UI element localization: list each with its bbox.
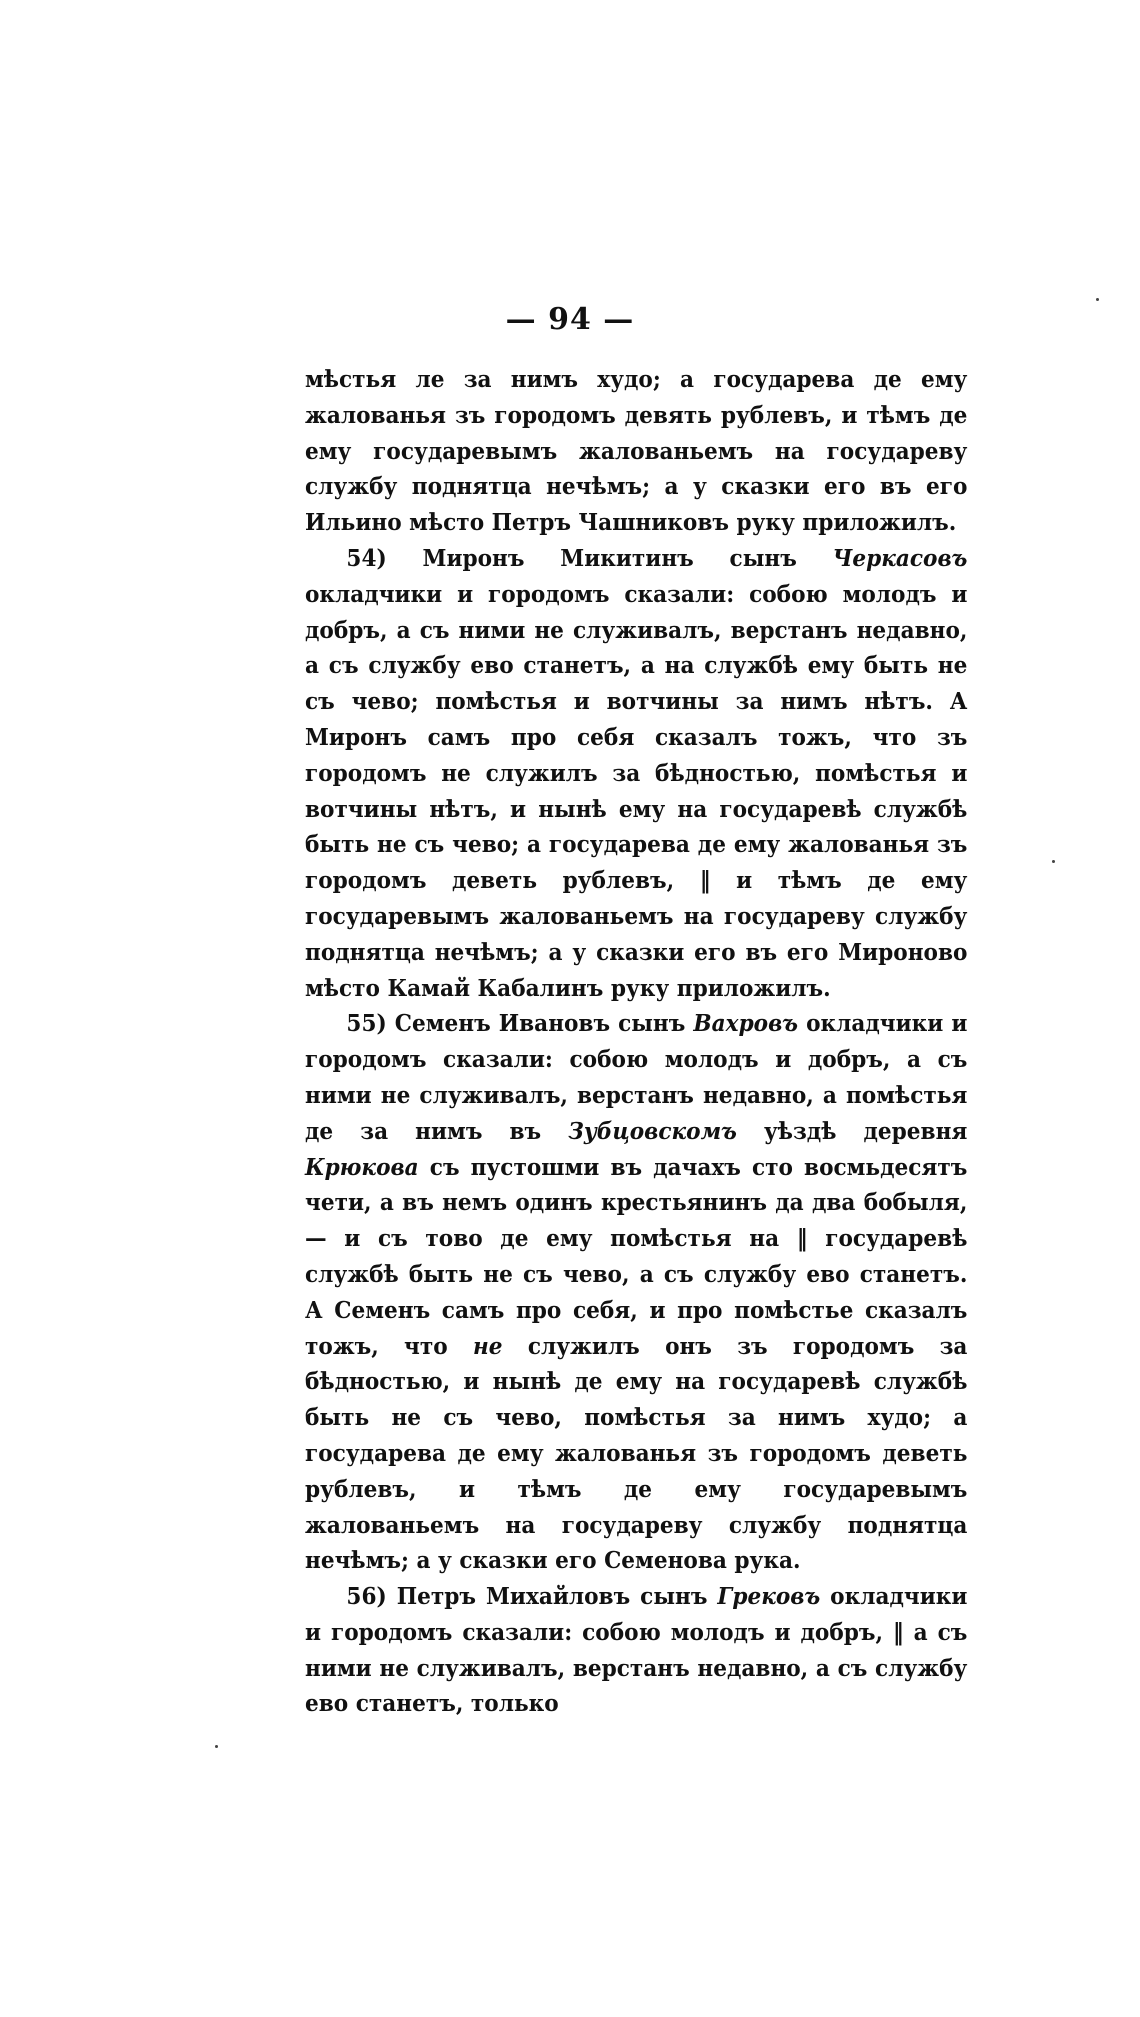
- paragraph-55-text-a: окладчики и городомъ сказали: собою молодъ и добръ, а съ ними не служивалъ, верстанъ недавно, а помѣстья де за нимъ въ: [305, 1009, 968, 1145]
- scan-speck: [1052, 860, 1055, 863]
- paragraph-1-text: мѣстья ле за нимъ худо; а государева де ему жалованья зъ городомъ девять рублевъ, и тѣмъ де ему государевымъ жалованьемъ на государеву службу поднятца нечѣмъ; а у сказки его въ его Ильино мѣсто Петръ Чашниковъ руку приложилъ.: [305, 365, 968, 537]
- scan-speck: [1096, 298, 1099, 301]
- paragraph-55-lead: 55) Семенъ Ивановъ сынъ: [346, 1009, 694, 1038]
- paragraph-54-text: окладчики и городомъ сказали: собою молодъ и добръ, а съ ними не служивалъ, верстанъ недавно, а съ службу ево станетъ, а на службѣ ему быть не съ чево; помѣстья и вотчины за нимъ нѣтъ. А Миронъ самъ про себя сказалъ тожъ, что зъ городомъ не служилъ за бѣдностью, помѣстья и вотчины нѣтъ, и нынѣ ему на государевѣ службѣ быть не съ чево; а государева де ему жалованья зъ городомъ деветь рублевъ, ‖ и тѣмъ де ему государевымъ жалованьемъ на государеву службу поднятца нечѣмъ; а у сказки его въ его Мироново мѣсто Камай Кабалинъ руку приложилъ.: [305, 579, 968, 1002]
- paragraph-55-text-c: съ пустошми въ дачахъ сто восмьдесятъ чети, а въ немъ одинъ крестьянинъ да два бобыля, — и съ тово де ему помѣстья на ‖ государевѣ службѣ быть не съ чево, а съ службу ево станетъ. А Семенъ самъ про себя, и про помѣстье сказалъ тожъ, что: [305, 1152, 968, 1360]
- paragraph-54-lead: 54) Миронъ Микитинъ сынъ: [346, 543, 833, 572]
- surname-grekov: Грековъ: [717, 1582, 821, 1611]
- negation-ne: не: [473, 1331, 503, 1360]
- paragraph-55-text-d: служилъ онъ зъ городомъ за бѣдностью, и нынѣ де ему на государевѣ службѣ быть не съ чево, помѣстья за нимъ худо; а государева де ему жалованья зъ городомъ деветь рублевъ, и тѣмъ де ему государевымъ жалованьемъ на государеву службу поднятца нечѣмъ; а у сказки его Семенова рука.: [305, 1331, 968, 1575]
- paragraph-55: [305, 1006, 967, 1579]
- surname-vakhrov: Вахровъ: [693, 1009, 799, 1038]
- paragraph-54: [305, 541, 967, 1006]
- paragraph-56: [305, 1579, 967, 1722]
- paragraph-55-text-b: уѣздѣ деревня: [736, 1116, 968, 1145]
- page-number: — 94 —: [505, 302, 635, 337]
- place-kryukova: Крюкова: [305, 1152, 419, 1181]
- surname-cherkasov: Черкасовъ: [832, 543, 968, 572]
- paragraph-56-lead: 56) Петръ Михайловъ сынъ: [346, 1582, 718, 1611]
- paragraph-1: [305, 362, 967, 541]
- paragraph-56-text: окладчики и городомъ сказали: собою молодъ и добръ, ‖ а съ ними не служивалъ, верстанъ недавно, а съ службу ево станетъ, только: [305, 1582, 968, 1718]
- document-body: [305, 362, 967, 1722]
- scan-speck: [215, 1745, 218, 1748]
- place-zubtsovsky: Зубцовскомъ: [568, 1116, 737, 1145]
